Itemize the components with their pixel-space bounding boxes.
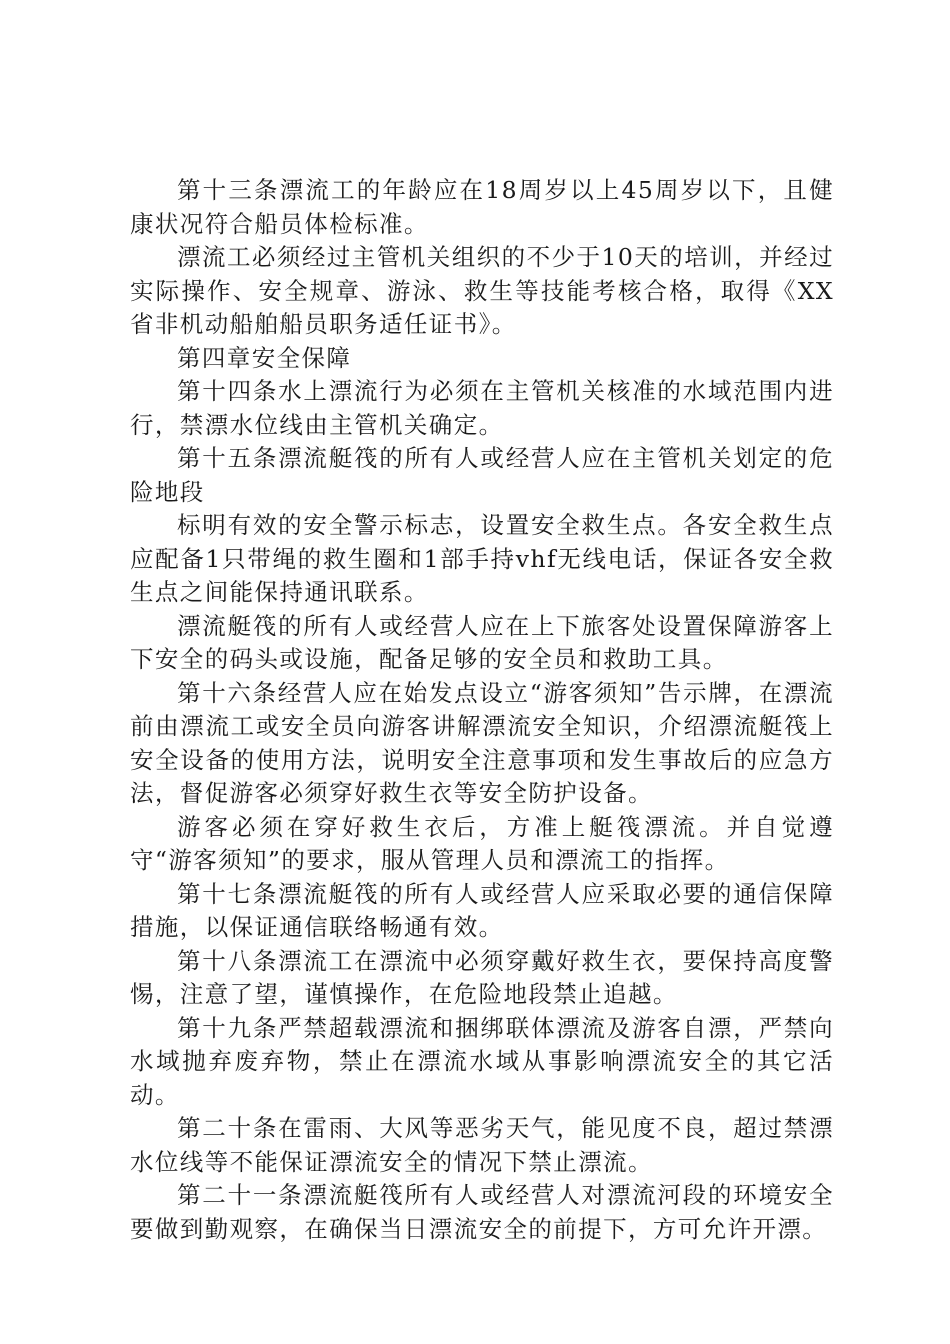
article-15-paragraph: 第十五条漂流艇筏的所有人或经营人应在主管机关划定的危险地段: [130, 444, 834, 506]
document-body: [130, 174, 834, 1246]
chapter-4-heading: 第四章安全保障: [177, 343, 352, 372]
docking-facilities-paragraph: 漂流艇筏的所有人或经营人应在上下旅客处设置保障游客上下安全的码头或设施，配备足够的安全员和救助工具。: [130, 611, 834, 673]
article-19-paragraph: 第十九条严禁超载漂流和捆绑联体漂流及游客自漂，严禁向水域抛弃废弃物，禁止在漂流水域从事影响漂流安全的其它活动。: [130, 1013, 834, 1109]
training-paragraph: 漂流工必须经过主管机关组织的不少于10天的培训，并经过实际操作、安全规章、游泳、救生等技能考核合格，取得《XX省非机动船舶船员职务适任证书》。: [130, 243, 834, 338]
article-18-paragraph: 第十八条漂流工在漂流中必须穿戴好救生衣，要保持高度警惕，注意了望，谨慎操作，在危险地段禁止追越。: [130, 946, 834, 1008]
article-21-paragraph: 第二十一条漂流艇筏所有人或经营人对漂流河段的环境安全要做到勤观察，在确保当日漂流安全的前提下，方可允许开漂。: [130, 1181, 834, 1243]
article-13-paragraph: 第十三条漂流工的年龄应在18周岁以上45周岁以下，且健康状况符合船员体检标准。: [130, 176, 834, 238]
warning-signs-paragraph: 标明有效的安全警示标志，设置安全救生点。各安全救生点应配备1只带绳的救生圈和1部手持vhf无线电话，保证各安全救生点之间能保持通讯联系。: [130, 511, 834, 606]
article-16-paragraph: 第十六条经营人应在始发点设立“游客须知”告示牌，在漂流前由漂流工或安全员向游客讲解漂流安全知识，介绍漂流艇筏上安全设备的使用方法，说明安全注意事项和发生事故后的应急方法，督促游客必须穿好救生衣等安全防护设备。: [130, 678, 834, 807]
visitor-rules-paragraph: 游客必须在穿好救生衣后，方准上艇筏漂流。并自觉遵守“游客须知”的要求，服从管理人员和漂流工的指挥。: [130, 812, 834, 874]
article-20-paragraph: 第二十条在雷雨、大风等恶劣天气，能见度不良，超过禁漂水位线等不能保证漂流安全的情况下禁止漂流。: [130, 1114, 834, 1176]
article-14-paragraph: 第十四条水上漂流行为必须在主管机关核准的水域范围内进行，禁漂水位线由主管机关确定。: [130, 377, 834, 439]
article-17-paragraph: 第十七条漂流艇筏的所有人或经营人应采取必要的通信保障措施，以保证通信联络畅通有效。: [130, 879, 834, 941]
